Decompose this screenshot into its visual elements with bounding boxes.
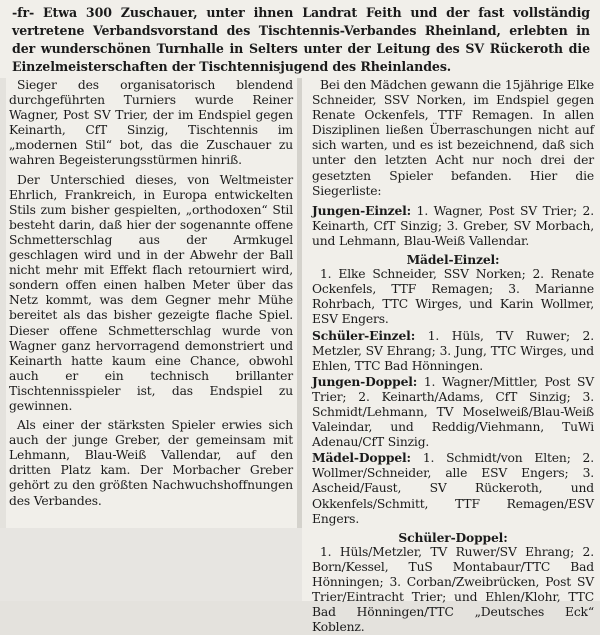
paragraph-greber: Als einer der stärksten Spieler erwies sich auch der junge Greber, der gemeinsam mit Lehmann, Blau-Weiß Vallendar, auf den dritten Platz kam. Der Morbacher Greber gehört zu den größten Nachwuchshoffnungen des Verbandes. bbox=[9, 418, 293, 508]
lead-text: -fr- Etwa 300 Zuschauer, unter ihnen Landrat Feith und der fast vollständig vertretene Verbandsvorstand des Tischtennis-Verbandes Rheinland, erlebten in der wunderschönen Turnhalle in Selters unter der Leitung des SV Rückeroth die Einzelmeisterschaften der Tischtennisjugend des Rheinlandes. bbox=[12, 5, 590, 74]
blank-area bbox=[0, 528, 302, 601]
paragraph-girls: Bei den Mädchen gewann die 15jährige Elke Schneider, SSV Norken, im Endspiel gegen Renate Ockenfels, TTF Remagen. In allen Disziplinen ließen Überraschungen nicht auf sich warten, und es ist bezeichnend, daß sich unter den letzten Acht nur noch drei der gesetzten Spieler befanden. Hier die Siegerliste: bbox=[312, 78, 594, 198]
right-column bbox=[302, 78, 600, 635]
text-schueler-einzel: 1. Hüls, TV Ruwer; 2. Metzler, SV Ehrang; 3. Jung, TTC Wirges, und Ehlen, TTC Bad Hönningen. bbox=[312, 328, 594, 373]
heading-jungen-einzel: Jungen-Einzel: bbox=[312, 202, 412, 218]
paragraph-style: Der Unterschied dieses, von Weltmeister Ehrlich, Frankreich, in Europa entwickelten Stils zum bisher gespielten, „orthodoxen“ Stil besteht darin, daß hier der sogenannte offene Schmetterschlag aus der Armkugel geschlagen wird und in der Abwehr der Ball nicht mehr mit Effekt flach retourniert wird, sondern offen einen halben Meter über das Netz kommt, was dem Gegner mehr Mühe bereitet als das bisher gezeigte flache Spiel. Dieser offene Schmetterschlag wurde von Wagner ganz hervorragend demonstriert und Keinarth hatte kaum eine Chance, obwohl auch er ein technisch brillanter Tischtennisspieler ist, das Endspiel zu gewinnen. bbox=[9, 172, 293, 413]
text-schueler-doppel: 1. Hüls/Metzler, TV Ruwer/SV Ehrang; 2. Born/Kessel, TuS Montabaur/TTC Bad Hönningen; 3. Corban/Zweibrücken, Post SV Trier/Eintracht Trier; und Ehlen/Klohr, TTC Bad Hönningen/TTC „Deutsches Eck“ Koblenz. bbox=[312, 544, 594, 635]
lead-paragraph bbox=[0, 0, 600, 78]
left-column bbox=[6, 78, 297, 528]
result-schueler-einzel bbox=[312, 328, 594, 374]
heading-schueler-doppel: Schüler-Doppel: bbox=[398, 529, 508, 545]
text-jungen-einzel: 1. Wagner, Post SV Trier; 2. Keinarth, CfT Sinzig; 3. Greber, SV Morbach, und Lehmann, Blau-Weiß Vallendar. bbox=[312, 203, 594, 248]
result-jungen-doppel bbox=[312, 374, 594, 450]
result-maedel-doppel bbox=[312, 450, 594, 526]
heading-maedel-doppel: Mädel-Doppel: bbox=[312, 450, 411, 466]
text-maedel-doppel: 1. Schmidt/von Elten; 2. Wollmer/Schneider, alle ESV Engers; 3. Ascheid/Faust, SV Rückeroth, und Okkenfels/Schmitt, TTF Remagen/ESV Engers. bbox=[312, 451, 594, 526]
result-jungen-einzel bbox=[312, 203, 594, 249]
text-maedel-einzel: 1. Elke Schneider, SSV Norken; 2. Renate Ockenfels, TTF Remagen; 3. Marianne Rohrbach, TTC Wirges, und Karin Wollmer, ESV Engers. bbox=[312, 267, 594, 327]
heading-maedel-einzel: Mädel-Einzel: bbox=[406, 252, 500, 268]
paragraph-winner: Sieger des organisatorisch blendend durchgeführten Turniers wurde Reiner Wagner, Post SV Trier, der im Endspiel gegen Keinarth, CfT Sinzig, Tischtennis im „modernen Stil“ bot, das die Zuschauer zu wahren Begeisterungsstürmen hinriß. bbox=[9, 78, 293, 168]
text-jungen-doppel: 1. Wagner/Mittler, Post SV Trier; 2. Keinarth/Adams, CfT Sinzig; 3. Schmidt/Lehmann, TV Moselweiß/Blau-Weiß Valeindar, und Reddig/Viehmann, TuWi Adenau/CfT Sinzig. bbox=[312, 374, 595, 450]
heading-schueler-einzel: Schüler-Einzel: bbox=[312, 327, 416, 343]
heading-jungen-doppel: Jungen-Doppel: bbox=[312, 373, 418, 389]
